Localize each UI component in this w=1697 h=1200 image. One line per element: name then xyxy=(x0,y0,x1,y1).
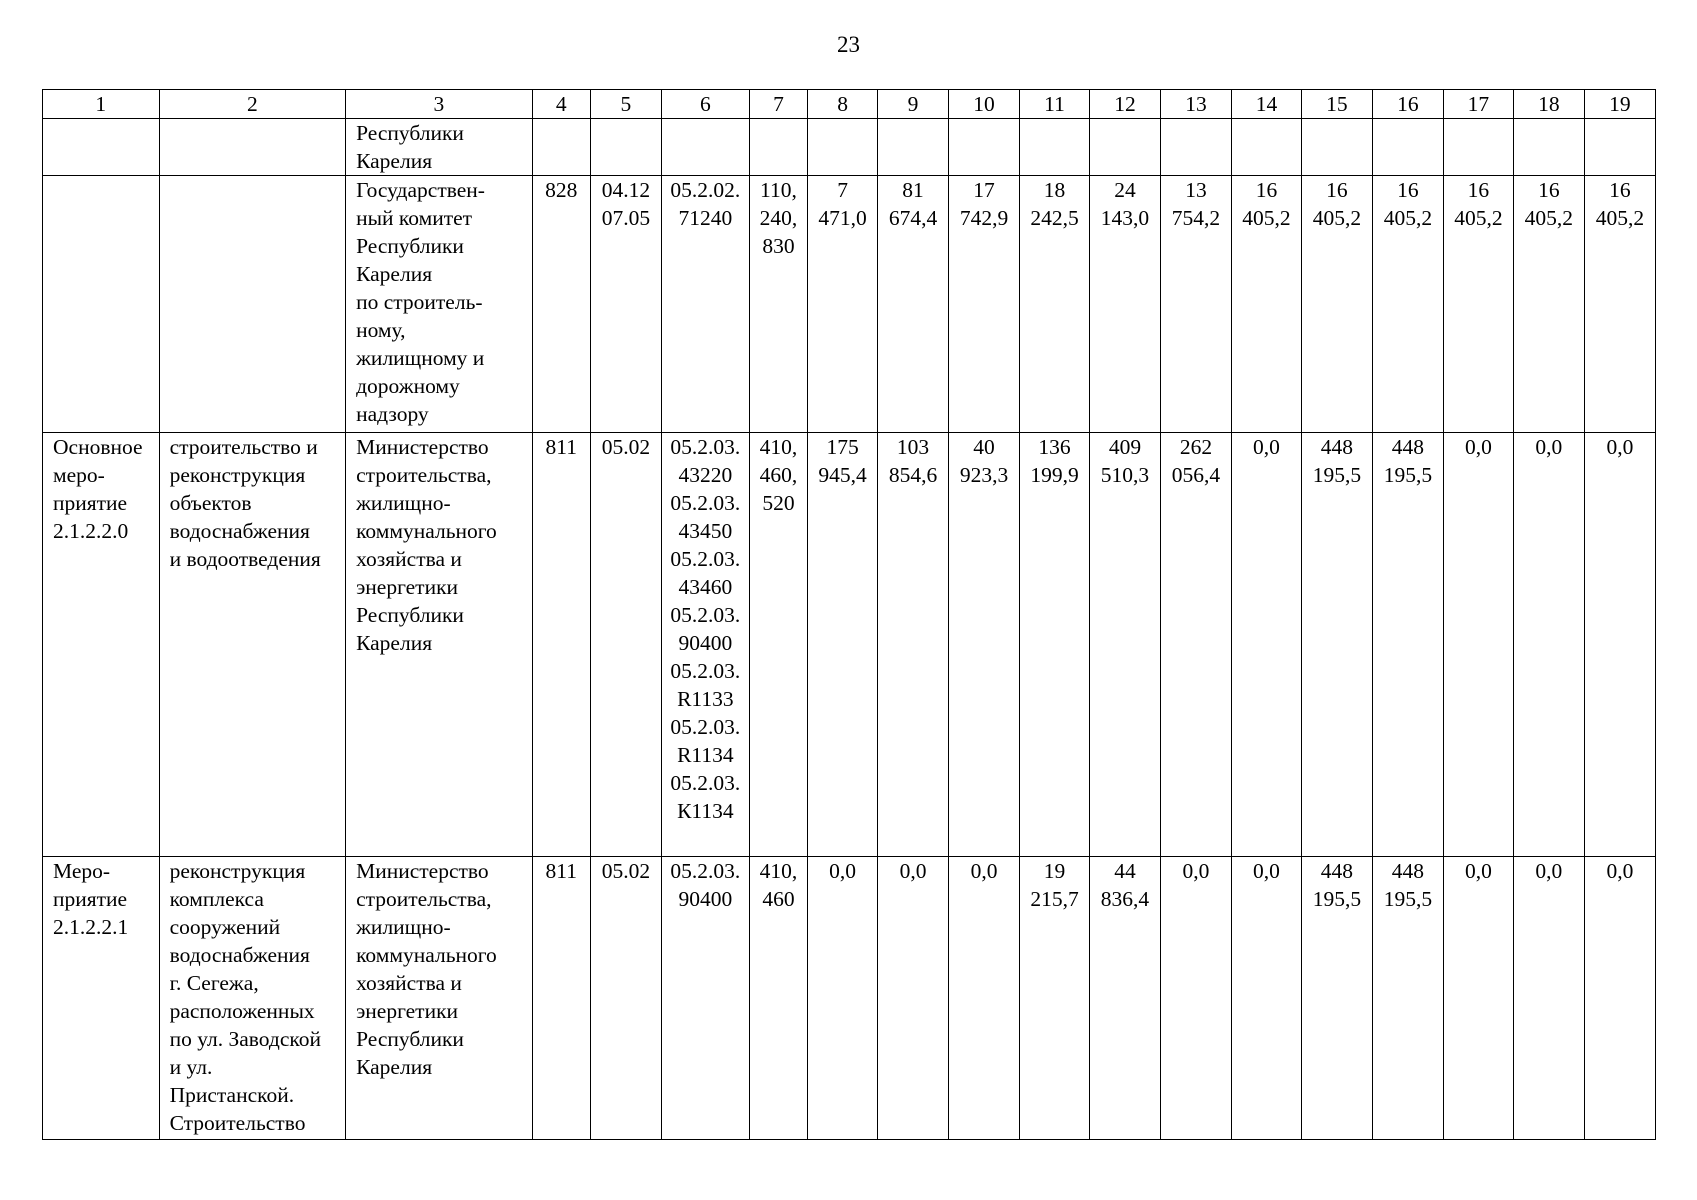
value-cell xyxy=(878,119,949,176)
table-row xyxy=(43,176,1656,433)
value-cell: 136 199,9 xyxy=(1020,433,1090,857)
rzpr-cell: 05.02 xyxy=(590,857,661,1140)
column-number: 14 xyxy=(1231,90,1301,119)
value-cell: 16 405,2 xyxy=(1443,176,1513,433)
column-number: 15 xyxy=(1301,90,1372,119)
column-number: 12 xyxy=(1089,90,1160,119)
value-cell: 0,0 xyxy=(1443,857,1513,1140)
executor-cell: Государствен- ный комитет Республики Карелия по строитель- ному, жилищному и дорожному надзору xyxy=(346,176,533,433)
column-number: 18 xyxy=(1513,90,1584,119)
column-number: 5 xyxy=(590,90,661,119)
column-number: 13 xyxy=(1160,90,1231,119)
value-cell xyxy=(1231,119,1301,176)
grbs-cell: 811 xyxy=(532,433,590,857)
value-cell: 13 754,2 xyxy=(1160,176,1231,433)
value-cell: 0,0 xyxy=(1443,433,1513,857)
value-cell: 18 242,5 xyxy=(1020,176,1090,433)
value-cell: 0,0 xyxy=(1231,857,1301,1140)
value-cell: 262 056,4 xyxy=(1160,433,1231,857)
value-cell: 16 405,2 xyxy=(1231,176,1301,433)
value-cell: 16 405,2 xyxy=(1301,176,1372,433)
value-cell: 16 405,2 xyxy=(1372,176,1443,433)
vr-cell: 410, 460, 520 xyxy=(749,433,807,857)
activity-name-cell xyxy=(159,119,346,176)
column-number: 19 xyxy=(1584,90,1655,119)
value-cell xyxy=(949,119,1020,176)
value-cell: 448 195,5 xyxy=(1301,857,1372,1140)
grbs-cell xyxy=(532,119,590,176)
csr-cell: 05.2.03. 90400 xyxy=(661,857,749,1140)
column-number: 7 xyxy=(749,90,807,119)
value-cell: 44 836,4 xyxy=(1089,857,1160,1140)
csr-cell: 05.2.02. 71240 xyxy=(661,176,749,433)
activity-cell: Основное меро- приятие 2.1.2.2.0 xyxy=(43,433,160,857)
vr-cell: 110, 240, 830 xyxy=(749,176,807,433)
value-cell: 24 143,0 xyxy=(1089,176,1160,433)
value-cell: 0,0 xyxy=(1160,857,1231,1140)
csr-cell xyxy=(661,119,749,176)
column-number: 1 xyxy=(43,90,160,119)
executor-cell: Министерство строительства, жилищно- коммунального хозяйства и энергетики Республики Карелия xyxy=(346,857,533,1140)
value-cell: 448 195,5 xyxy=(1301,433,1372,857)
executor-cell: Министерство строительства, жилищно- коммунального хозяйства и энергетики Республики Карелия xyxy=(346,433,533,857)
value-cell xyxy=(1160,119,1231,176)
column-number: 4 xyxy=(532,90,590,119)
value-cell: 0,0 xyxy=(1584,433,1655,857)
value-cell: 0,0 xyxy=(808,857,878,1140)
value-cell: 0,0 xyxy=(1513,857,1584,1140)
value-cell xyxy=(1513,119,1584,176)
table-row xyxy=(43,119,1656,176)
value-cell: 19 215,7 xyxy=(1020,857,1090,1140)
value-cell: 448 195,5 xyxy=(1372,433,1443,857)
column-number: 2 xyxy=(159,90,346,119)
value-cell: 7 471,0 xyxy=(808,176,878,433)
column-number: 17 xyxy=(1443,90,1513,119)
value-cell: 409 510,3 xyxy=(1089,433,1160,857)
csr-cell: 05.2.03. 43220 05.2.03. 43450 05.2.03. 43460 05.2.03. 90400 05.2.03. R1133 05.2.03. R1134 05.2.03. К1134 xyxy=(661,433,749,857)
value-cell: 81 674,4 xyxy=(878,176,949,433)
column-number: 3 xyxy=(346,90,533,119)
activity-cell xyxy=(43,119,160,176)
activity-name-cell: реконструкция комплекса сооружений водоснабжения г. Сегежа, расположенных по ул. Заводской и ул. Пристанской. Строительство xyxy=(159,857,346,1140)
rzpr-cell: 04.12 07.05 xyxy=(590,176,661,433)
column-number: 6 xyxy=(661,90,749,119)
value-cell xyxy=(1089,119,1160,176)
value-cell: 103 854,6 xyxy=(878,433,949,857)
value-cell: 175 945,4 xyxy=(808,433,878,857)
column-number: 10 xyxy=(949,90,1020,119)
table-row xyxy=(43,433,1656,857)
table-row xyxy=(43,857,1656,1140)
executor-cell: Республики Карелия xyxy=(346,119,533,176)
value-cell xyxy=(808,119,878,176)
value-cell xyxy=(1372,119,1443,176)
value-cell: 40 923,3 xyxy=(949,433,1020,857)
value-cell xyxy=(1443,119,1513,176)
activity-name-cell: строительство и реконструкция объектов водоснабжения и водоотведения xyxy=(159,433,346,857)
column-number-row xyxy=(43,90,1656,119)
value-cell xyxy=(1301,119,1372,176)
value-cell xyxy=(1584,119,1655,176)
grbs-cell: 828 xyxy=(532,176,590,433)
activity-cell xyxy=(43,176,160,433)
value-cell: 0,0 xyxy=(1584,857,1655,1140)
value-cell: 16 405,2 xyxy=(1513,176,1584,433)
vr-cell xyxy=(749,119,807,176)
budget-table xyxy=(42,89,1656,1140)
column-number: 16 xyxy=(1372,90,1443,119)
value-cell: 0,0 xyxy=(1231,433,1301,857)
value-cell xyxy=(1020,119,1090,176)
grbs-cell: 811 xyxy=(532,857,590,1140)
column-number: 11 xyxy=(1020,90,1090,119)
value-cell: 0,0 xyxy=(878,857,949,1140)
column-number: 9 xyxy=(878,90,949,119)
value-cell: 448 195,5 xyxy=(1372,857,1443,1140)
rzpr-cell xyxy=(590,119,661,176)
value-cell: 0,0 xyxy=(949,857,1020,1140)
page-number: 23 xyxy=(837,32,860,57)
activity-name-cell xyxy=(159,176,346,433)
vr-cell: 410, 460 xyxy=(749,857,807,1140)
activity-cell: Меро- приятие 2.1.2.2.1 xyxy=(43,857,160,1140)
column-number: 8 xyxy=(808,90,878,119)
value-cell: 0,0 xyxy=(1513,433,1584,857)
rzpr-cell: 05.02 xyxy=(590,433,661,857)
value-cell: 16 405,2 xyxy=(1584,176,1655,433)
value-cell: 17 742,9 xyxy=(949,176,1020,433)
